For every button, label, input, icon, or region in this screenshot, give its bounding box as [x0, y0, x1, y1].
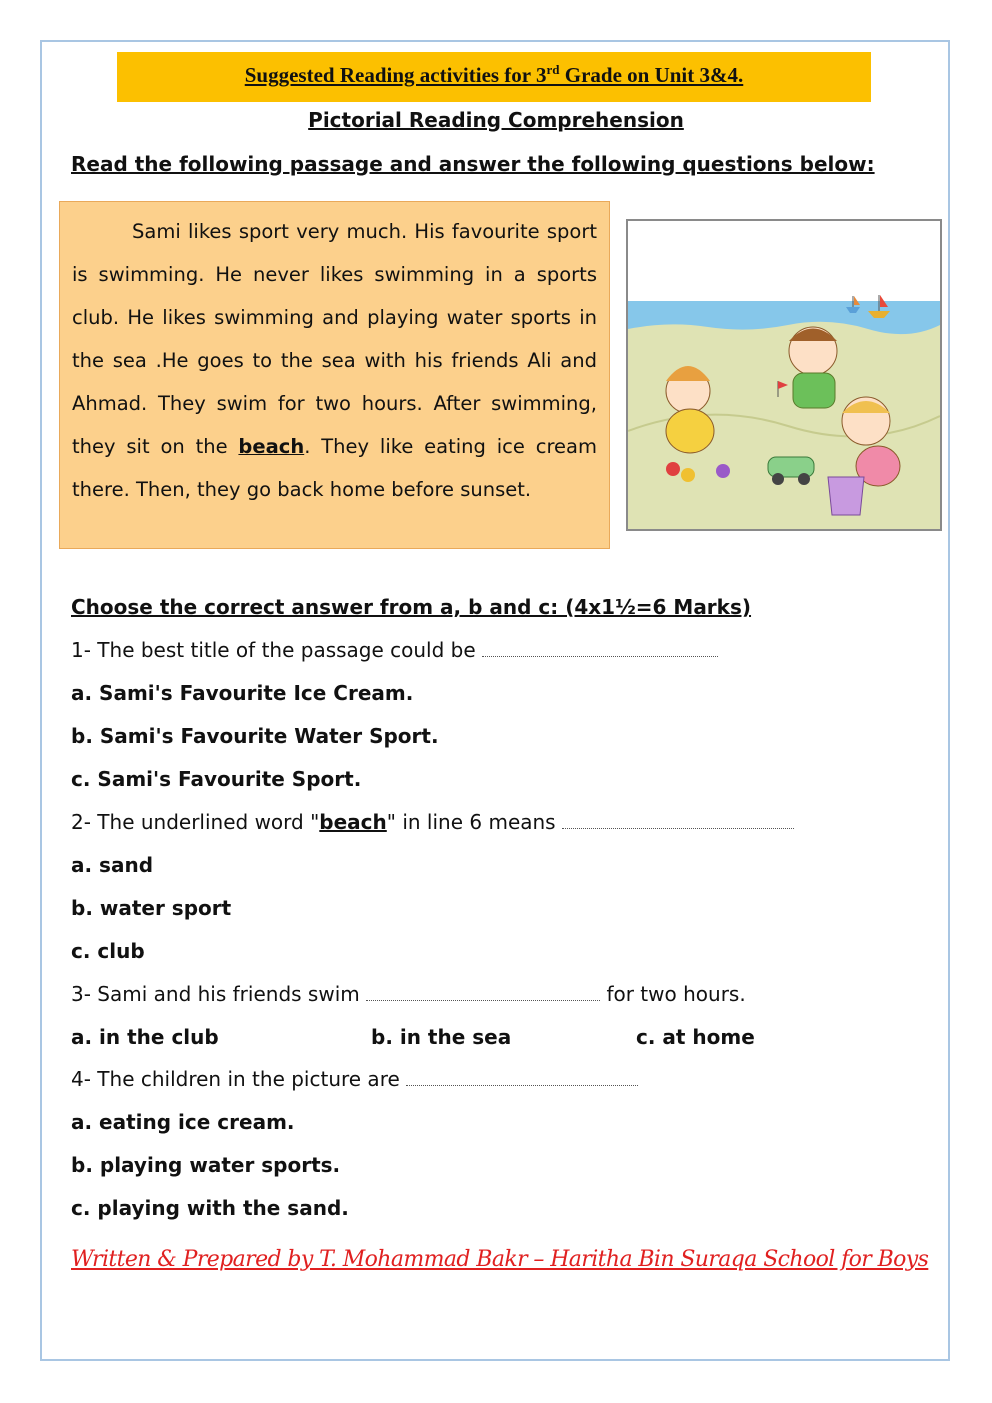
- q1-option-c[interactable]: c. Sami's Favourite Sport.: [71, 767, 362, 791]
- q2-option-c[interactable]: c. club: [71, 939, 145, 963]
- q4-option-c[interactable]: c. playing with the sand.: [71, 1196, 349, 1220]
- answer-blank[interactable]: [562, 812, 794, 829]
- q3-option-a[interactable]: a. in the club: [71, 1025, 219, 1049]
- instructions: Read the following passage and answer the following questions below:: [71, 152, 875, 176]
- banner-title: Suggested Reading activities for 3rd Grade on Unit 3&4.: [244, 62, 744, 87]
- page-subtitle: Pictorial Reading Comprehension: [308, 108, 684, 132]
- q1-option-b[interactable]: b. Sami's Favourite Water Sport.: [71, 724, 439, 748]
- passage-keyword: beach: [238, 435, 305, 458]
- q1-option-a[interactable]: a. Sami's Favourite Ice Cream.: [71, 681, 414, 705]
- question-2: 2- The underlined word "beach" in line 6 means: [71, 810, 794, 834]
- q4-option-a[interactable]: a. eating ice cream.: [71, 1110, 295, 1134]
- answer-blank[interactable]: [482, 640, 718, 657]
- question-3: 3- Sami and his friends swim for two hours.: [71, 982, 746, 1006]
- question-4: 4- The children in the picture are: [71, 1067, 638, 1091]
- answer-blank[interactable]: [406, 1069, 638, 1086]
- q3-option-b[interactable]: b. in the sea: [371, 1025, 512, 1049]
- q2-option-a[interactable]: a. sand: [71, 853, 154, 877]
- q4-option-b[interactable]: b. playing water sports.: [71, 1153, 341, 1177]
- beach-illustration: [626, 219, 942, 531]
- answer-blank[interactable]: [366, 984, 600, 1001]
- beach-scene-icon: [628, 221, 940, 529]
- reading-passage: Sami likes sport very much. His favourite sport is swimming. He never likes swimming in a sports club. He likes swimming and playing water sports in the sea .He goes to the sea with his friends Ali and Ahmad. They swim for two hours. After swimming, they sit on the beach. They like eating ice cream there. Then, they go back home before sunset.: [59, 201, 610, 549]
- question-1: 1- The best title of the passage could be: [71, 638, 718, 662]
- q2-option-b[interactable]: b. water sport: [71, 896, 232, 920]
- questions-heading: Choose the correct answer from a, b and c: (4x1½=6 Marks): [71, 595, 752, 619]
- author-credit: Written & Prepared by T. Mohammad Bakr – Haritha Bin Suraqa School for Boys: [71, 1247, 929, 1272]
- q3-option-c[interactable]: c. at home: [636, 1025, 755, 1049]
- title-banner: [117, 52, 871, 102]
